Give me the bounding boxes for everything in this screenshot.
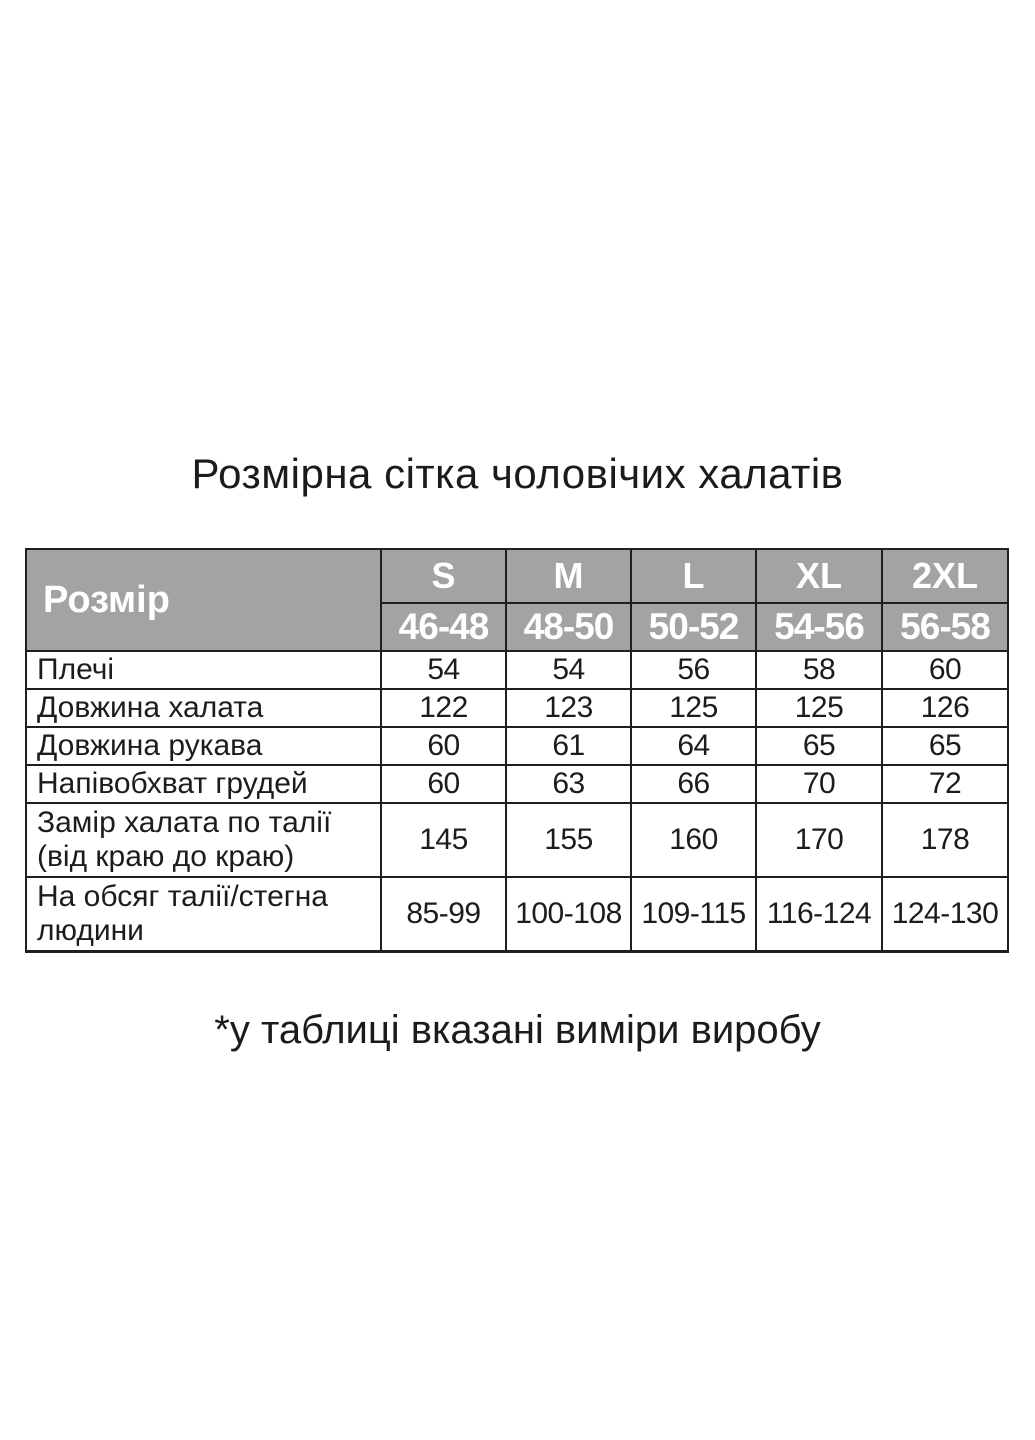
table-row-sleeve-length	[26, 727, 1008, 765]
cell-value: 85-99	[381, 877, 506, 952]
cell-value: 160	[631, 803, 756, 877]
table-row-half-chest	[26, 765, 1008, 803]
range-header-l: 50-52	[631, 603, 756, 651]
cell-value: 56	[631, 651, 756, 689]
corner-cell-size-label: Розмір	[26, 549, 381, 651]
cell-value: 60	[381, 727, 506, 765]
range-header-m: 48-50	[506, 603, 631, 651]
table-row-body-waist-hip	[26, 877, 1008, 952]
size-table-header	[26, 549, 1008, 651]
cell-value: 122	[381, 689, 506, 727]
row-label: Замір халата по талії (від краю до краю)	[26, 803, 381, 877]
size-header-l: L	[631, 549, 756, 603]
header-row-sizes	[26, 549, 1008, 603]
cell-value: 54	[381, 651, 506, 689]
cell-value: 145	[381, 803, 506, 877]
range-header-2xl: 56-58	[882, 603, 1008, 651]
cell-value: 155	[506, 803, 631, 877]
cell-value: 70	[756, 765, 882, 803]
cell-value: 116-124	[756, 877, 882, 952]
cell-value: 125	[631, 689, 756, 727]
table-row-waist-measure	[26, 803, 1008, 877]
cell-value: 60	[381, 765, 506, 803]
cell-value: 72	[882, 765, 1008, 803]
size-table	[25, 548, 1009, 953]
cell-value: 65	[756, 727, 882, 765]
row-label: На обсяг талії/стегна людини	[26, 877, 381, 952]
size-table-body	[26, 651, 1008, 952]
cell-value: 125	[756, 689, 882, 727]
cell-value: 123	[506, 689, 631, 727]
cell-value: 66	[631, 765, 756, 803]
row-label: Довжина рукава	[26, 727, 381, 765]
row-label: Довжина халата	[26, 689, 381, 727]
cell-value: 61	[506, 727, 631, 765]
page-title: Розмірна сітка чоловічих халатів	[191, 450, 844, 497]
cell-value: 109-115	[631, 877, 756, 952]
range-header-xl: 54-56	[756, 603, 882, 651]
size-header-xl: XL	[756, 549, 882, 603]
cell-value: 64	[631, 727, 756, 765]
cell-value: 63	[506, 765, 631, 803]
cell-value: 126	[882, 689, 1008, 727]
size-header-s: S	[381, 549, 506, 603]
row-label: Плечі	[26, 651, 381, 689]
cell-value: 58	[756, 651, 882, 689]
cell-value: 60	[882, 651, 1008, 689]
range-header-s: 46-48	[381, 603, 506, 651]
cell-value: 100-108	[506, 877, 631, 952]
cell-value: 178	[882, 803, 1008, 877]
cell-value: 54	[506, 651, 631, 689]
size-header-m: M	[506, 549, 631, 603]
table-row-robe-length	[26, 689, 1008, 727]
table-row-shoulders	[26, 651, 1008, 689]
cell-value: 65	[882, 727, 1008, 765]
cell-value: 124-130	[882, 877, 1008, 952]
row-label: Напівобхват грудей	[26, 765, 381, 803]
cell-value: 170	[756, 803, 882, 877]
footnote-text: *у таблиці вказані виміри виробу	[214, 1008, 821, 1052]
size-header-2xl: 2XL	[882, 549, 1008, 603]
